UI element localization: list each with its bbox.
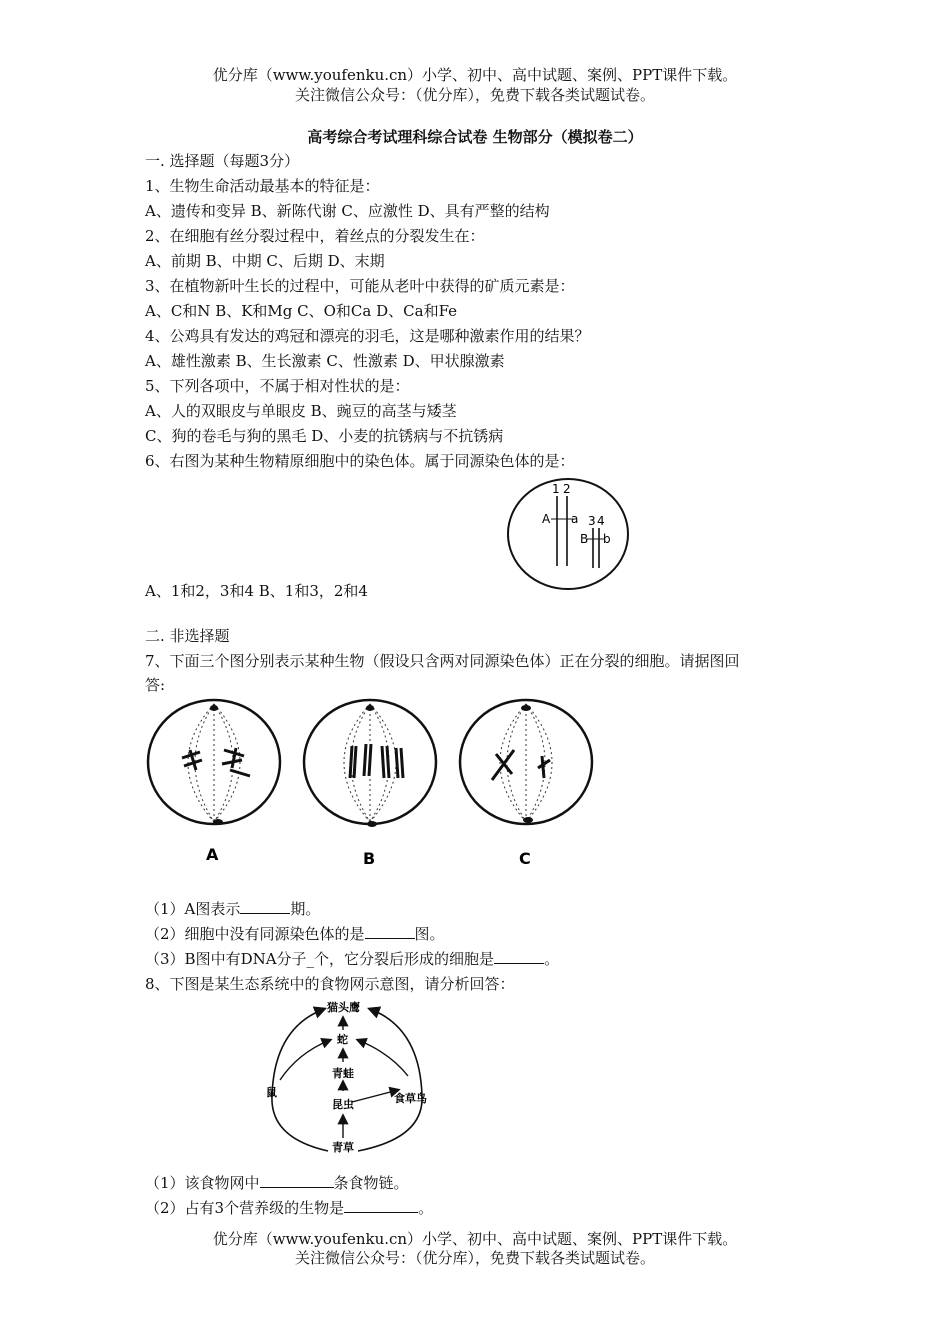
q6-chromosome-figure <box>505 476 635 592</box>
q1-stem: 1、生物生命活动最基本的特征是： <box>145 177 380 195</box>
label-3: 3 <box>588 514 596 528</box>
q7-sub-1: （1）A图表示 期。 <box>145 900 321 918</box>
node-owl: 猫头鹰 <box>327 1001 360 1014</box>
header-line-1: 优分库（www.youfenku.cn）小学、初中、高中试题、案例、PPT课件下载。 <box>212 66 738 84</box>
q6-stem: 6、右图为某种生物精原细胞中的染色体。属于同源染色体的是： <box>145 452 575 470</box>
page-title: 高考综合考试理科综合试卷 生物部分（模拟卷二） <box>307 128 643 146</box>
label-1: 1 <box>552 482 560 496</box>
q2-stem: 2、在细胞有丝分裂过程中，着丝点的分裂发生在： <box>145 227 485 245</box>
label-A: A <box>542 512 551 526</box>
section-1-heading: 一. 选择题（每题3分） <box>145 152 300 170</box>
q5-options-ab: A、人的双眼皮与单眼皮 B、豌豆的高茎与矮茎 <box>145 402 457 420</box>
cell-label-c: C <box>519 849 531 868</box>
q3-stem: 3、在植物新叶生长的过程中，可能从老叶中获得的矿质元素是： <box>145 277 575 295</box>
cell-c <box>460 700 592 824</box>
web-arrow-mouse-snake <box>280 1040 330 1080</box>
q3-options: A、C和N B、K和Mg C、O和Ca D、Ca和Fe <box>145 302 458 320</box>
node-insect: 昆虫 <box>332 1098 354 1111</box>
node-snake: 蛇 <box>337 1033 348 1046</box>
node-frog: 青蛙 <box>332 1067 354 1080</box>
q1-options: A、遗传和变异 B、新陈代谢 C、应激性 D、具有严整的结构 <box>145 202 550 220</box>
q7-sub-2-blank[interactable] <box>365 924 415 939</box>
node-grass: 青草 <box>332 1141 354 1154</box>
q7-sub-3: （3）B图中有DNA分子_个，它分裂后形成的细胞是 。 <box>145 950 560 968</box>
section-2-heading: 二. 非选择题 <box>145 627 230 645</box>
label-2: 2 <box>563 482 571 496</box>
header-line-2: 关注微信公众号：（优分库），免费下载各类试题试卷。 <box>294 86 655 104</box>
q7-sub-3-blank[interactable] <box>494 949 544 964</box>
cell-label-b: B <box>363 849 376 868</box>
footer-line-1: 优分库（www.youfenku.cn）小学、初中、高中试题、案例、PPT课件下载。 <box>212 1230 738 1248</box>
q8-food-web <box>258 998 438 1164</box>
cell-label-a: A <box>206 845 219 864</box>
q7-stem-line-1: 7、下面三个图分别表示某种生物（假设只含两对同源染色体）正在分裂的细胞。请据图回 <box>145 652 740 670</box>
q7-sub-1-blank[interactable] <box>240 899 290 914</box>
q2-options: A、前期 B、中期 C、后期 D、末期 <box>145 252 385 270</box>
label-B: B <box>580 532 589 546</box>
q5-options-cd: C、狗的卷毛与狗的黑毛 D、小麦的抗锈病与不抗锈病 <box>145 427 504 445</box>
q5-stem: 5、下列各项中，不属于相对性状的是： <box>145 377 410 395</box>
cell-b <box>304 700 436 827</box>
q8-sub-2: （2）占有3个营养级的生物是 。 <box>145 1199 434 1217</box>
cell-a <box>148 700 280 825</box>
q8-stem: 8、下图是某生态系统中的食物网示意图，请分析回答： <box>145 975 515 993</box>
node-bird: 食草鸟 <box>394 1092 427 1105</box>
footer-line-2: 关注微信公众号：（优分库），免费下载各类试题试卷。 <box>294 1249 655 1267</box>
web-outer-right-arc <box>358 1009 422 1151</box>
label-a: a <box>571 512 579 526</box>
q7-cell-figures <box>140 698 600 870</box>
q7-stem-line-2: 答: <box>145 676 166 694</box>
q4-options: A、雄性激素 B、生长激素 C、性激素 D、甲状腺激素 <box>145 352 505 370</box>
label-b: b <box>603 532 611 546</box>
q7-sub-2: （2）细胞中没有同源染色体的是 图。 <box>145 925 445 943</box>
web-arrow-insect-bird <box>352 1090 398 1102</box>
label-4: 4 <box>597 514 605 528</box>
q8-sub-2-blank[interactable] <box>344 1198 418 1213</box>
node-mouse: 鼠 <box>266 1086 277 1099</box>
q6-options: A、1和2，3和4 B、1和3，2和4 <box>145 582 368 600</box>
q4-stem: 4、公鸡具有发达的鸡冠和漂亮的羽毛，这是哪种激素作用的结果？ <box>145 327 590 345</box>
web-arrow-bird-snake <box>358 1040 408 1076</box>
q8-sub-1: （1）该食物网中 条食物链。 <box>145 1174 409 1192</box>
q8-sub-1-blank[interactable] <box>260 1173 334 1188</box>
